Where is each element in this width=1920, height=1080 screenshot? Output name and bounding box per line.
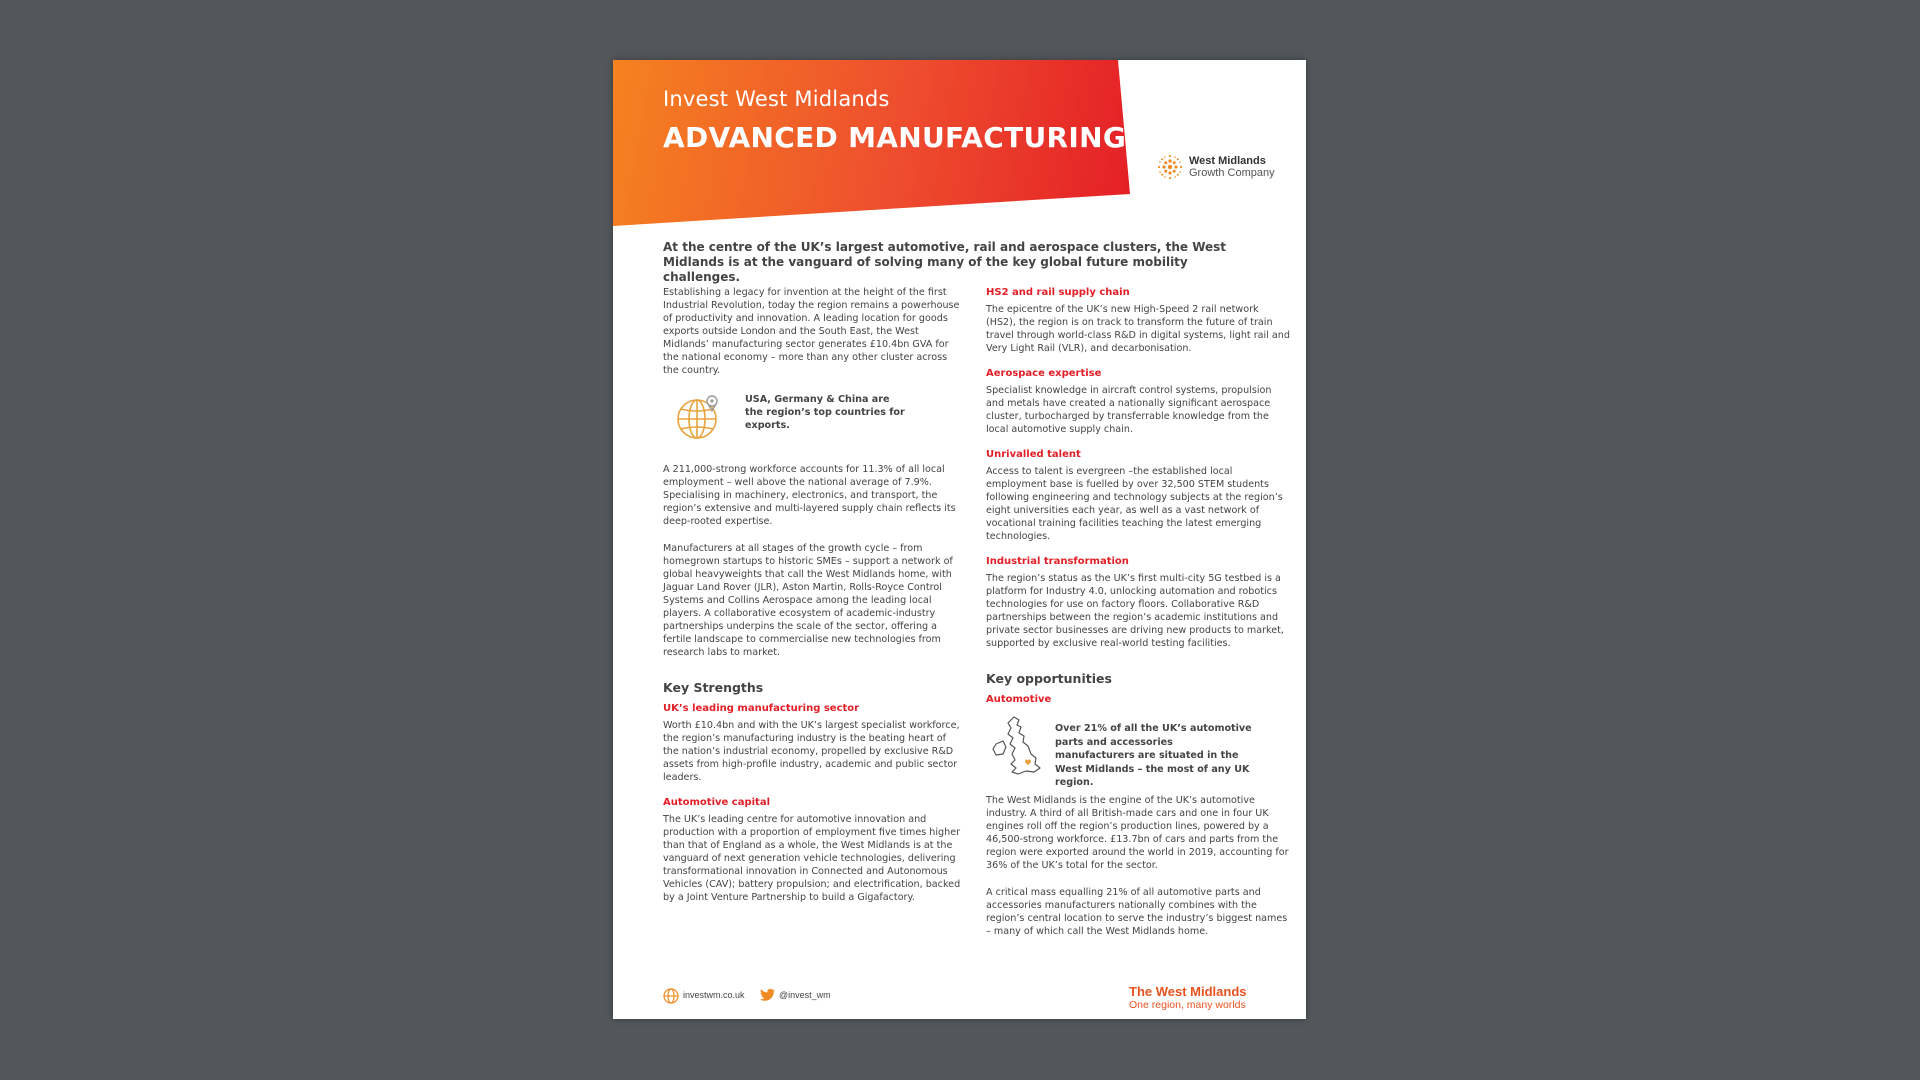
twitter-bird-icon [759, 988, 775, 1004]
automotive-heading: Automotive [986, 694, 1052, 705]
key-opportunities-heading: Key opportunities [986, 671, 1112, 686]
west-midlands-tagline [1129, 984, 1269, 1011]
sunburst-logo-icon [1155, 152, 1185, 182]
intro-paragraph: At the centre of the UK’s largest automotive, rail and aerospace clusters, the West Midlands is at the vanguard of solving many of the key global future mobility challenges. [663, 240, 1227, 284]
body-paragraph: The epicentre of the UK’s new High-Speed 2 rail network (HS2), the region is on track to transform the future of train travel through world-class R&D in digital systems, light rail and Very Light Rail (VLR), and decarbonisation. [986, 304, 1290, 354]
tagline-slogan: One region, many worlds [1129, 999, 1246, 1011]
website-link[interactable]: investwm.co.uk [683, 990, 745, 1000]
body-paragraph: Access to talent is evergreen –the established local employment base is fuelled by over 32,500 STEM students following engineering and technology subjects at the region’s eight universities each year, as well as a vast network of vocational training facilities teaching the latest emerging technologies. [986, 466, 1283, 542]
tagline-title: The West Midlands [1129, 984, 1247, 999]
strength-heading: UK’s leading manufacturing sector [663, 703, 860, 714]
section-subheading: Industrial transformation [986, 556, 1129, 567]
section-subheading: HS2 and rail supply chain [986, 287, 1130, 298]
globe-pin-icon [673, 391, 725, 447]
right-column [986, 286, 1291, 952]
globe-icon [663, 988, 679, 1006]
section-subheading: Unrivalled talent [986, 449, 1081, 460]
body-paragraph: Establishing a legacy for invention at the height of the first Industrial Revolution, today the region remains a powerhouse of productivity and innovation. A leading location for goods exports outside London and the South East, the West Midlands’ manufacturing sector generates £10.4bn GVA for the national economy – more than any other cluster across the country. [663, 287, 960, 376]
strength-text: Worth £10.4bn and with the UK’s largest specialist workforce, the region’s manufacturing industry is the beating heart of the nation’s industrial economy, propelled by exclusive R&D assets from high-profile industry, academic and public sector leaders. [663, 720, 960, 783]
strength-heading: Automotive capital [663, 797, 771, 808]
exports-callout-text: USA, Germany & China are the region’s top countries for exports. [745, 394, 905, 431]
key-strengths-heading: Key Strengths [663, 680, 764, 695]
growth-company-logo [1155, 152, 1295, 186]
body-paragraph: A 211,000-strong workforce accounts for 11.3% of all local employment – well above the national average of 7.9%. Specialising in machinery, electronics, and transport, the region’s extensive and multi-layered supply chain reflects its deep-rooted expertise. [663, 464, 956, 527]
twitter-handle-link[interactable]: @invest_wm [779, 990, 831, 1000]
body-paragraph: The West Midlands is the engine of the UK’s automotive industry. A third of all British-made cars and one in four UK engines roll off the region’s production lines, powered by a 46,500-strong workforce. £13.7bn of cars and parts from the region were exported around the world in 2019, accounting for 36% of the UK’s total for the sector. [986, 795, 1289, 871]
body-paragraph: Specialist knowledge in aircraft control systems, propulsion and metals have created a nationally significant aerospace cluster, turbocharged by transferrable knowledge from the local automotive supply chain. [986, 385, 1272, 435]
left-column [663, 286, 963, 918]
page-title: ADVANCED MANUFACTURING [663, 121, 1127, 154]
brand-name-line1: West Midlands [1189, 155, 1266, 167]
body-paragraph: A critical mass equalling 21% of all automotive parts and accessories manufacturers nationally combines with the region’s central location to serve the industry’s biggest names – many of which call the West Midlands home. [986, 887, 1288, 937]
exports-callout [663, 391, 963, 447]
header-subtitle: Invest West Midlands [663, 87, 890, 111]
brand-name-line2: Growth Company [1189, 167, 1275, 179]
strength-text: The UK’s leading centre for automotive innovation and production with a proportion of employment five times higher than that of England as a whole, the West Midlands is at the vanguard of next generation vehicle technologies, delivering transformational innovation in Connected and Autonomous Vehicles (CAV); battery propulsion; and electrification, backed by a Joint Venture Partnership to build a Gigafactory. [663, 814, 961, 903]
body-paragraph: The region’s status as the UK’s first multi-city 5G testbed is a platform for Industry 4.0, unlocking automation and robotics technologies for use on factory floors. Collaborative R&D partnerships between the region’s academic institutions and private sector businesses are driving new products to market, supported by exclusive real-world testing facilities. [986, 573, 1284, 649]
uk-map-icon [988, 714, 1046, 784]
automotive-callout-text: Over 21% of all the UK’s automotive parts and accessories manufacturers are situated in the West Midlands – the most of any UK region. [1055, 723, 1252, 788]
document-page [613, 60, 1306, 1019]
section-subheading: Aerospace expertise [986, 368, 1102, 379]
automotive-callout [986, 714, 1291, 788]
body-paragraph: Manufacturers at all stages of the growth cycle – from homegrown startups to historic SMEs – support a network of global heavyweights that call the West Midlands home, with Jaguar Land Rover (JLR), Aston Martin, Rolls-Royce Control Systems and Collins Aerospace among the leading local players. A collaborative ecosystem of academic-industry partnerships underpins the scale of the sector, offering a fertile landscape to commercialise new technologies from research labs to market. [663, 543, 953, 658]
